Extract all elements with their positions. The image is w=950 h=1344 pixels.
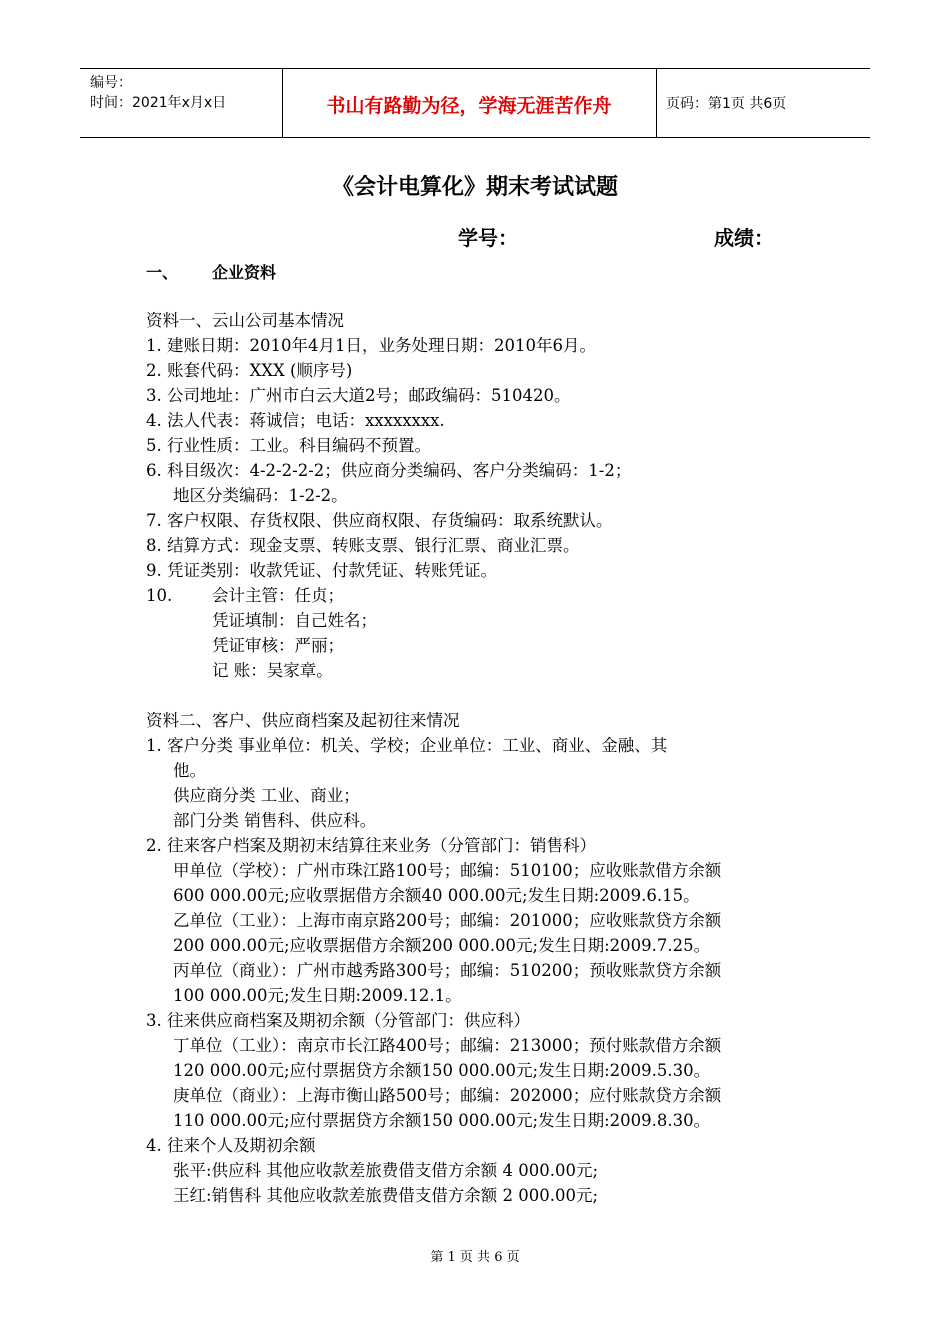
list-item: 8. 结算方式：现金支票、转账支票、银行汇票、商业汇票。 — [146, 536, 580, 555]
header-divider — [656, 69, 657, 137]
list-item-continuation: 110 000.00元;应付票据贷方余额150 000.00元;发生日期:2009.8.30。 — [173, 1111, 711, 1130]
list-item: 2. 账套代码：XXX (顺序号) — [146, 361, 353, 380]
page-header — [80, 68, 870, 138]
list-item: 凭证审核：严丽； — [212, 636, 344, 655]
list-item: 4. 法人代表：蒋诚信；电话：xxxxxxxx. — [146, 411, 445, 430]
list-item-continuation: 丙单位（商业）：广州市越秀路300号；邮编：510200；预收账款贷方余额 — [173, 961, 722, 980]
header-motto: 书山有路勤为径，学海无涯苦作舟 — [326, 95, 612, 117]
list-item-continuation: 供应商分类 工业、商业； — [173, 786, 360, 805]
time-label: 时间：2021年x月x日 — [90, 95, 227, 111]
header-page-info: 页码：第1页 共6页 — [666, 96, 787, 112]
list-item: 2. 往来客户档案及期初末结算往来业务（分管部门：销售科） — [146, 836, 596, 855]
list-item: 记 账：吴家章。 — [212, 661, 333, 680]
list-item: 7. 客户权限、存货权限、供应商权限、存货编码：取系统默认。 — [146, 511, 613, 530]
list-item-continuation: 张平:供应科 其他应收款差旅费借支借方余额 4 000.00元; — [173, 1161, 599, 1180]
list-item: 5. 行业性质：工业。科目编码不预置。 — [146, 436, 431, 455]
list-item-continuation: 乙单位（工业）：上海市南京路200号；邮编：201000；应收账款贷方余额 — [173, 911, 722, 930]
list-item-continuation: 他。 — [173, 761, 206, 780]
section-number: 一、 — [146, 263, 179, 282]
list-item-continuation: 庚单位（商业）：上海市衡山路500号；邮编：202000；应付账款贷方余额 — [173, 1086, 722, 1105]
list-item: 凭证填制：自己姓名； — [212, 611, 377, 630]
list-item: 3. 往来供应商档案及期初余额（分管部门：供应科） — [146, 1011, 530, 1030]
list-item: 3. 公司地址：广州市白云大道2号；邮政编码：510420。 — [146, 386, 571, 405]
document-title: 《会计电算化》期末考试试题 — [331, 175, 618, 200]
list-item: 6. 科目级次：4-2-2-2-2；供应商分类编码、客户分类编码：1-2； — [146, 461, 632, 480]
student-id-label: 学号： — [458, 226, 518, 250]
list-item-continuation: 丁单位（工业）：南京市长江路400号；邮编：213000；预付账款借方余额 — [173, 1036, 722, 1055]
paragraph-heading: 资料二、客户、供应商档案及起初往来情况 — [146, 711, 460, 730]
list-item: 4. 往来个人及期初余额 — [146, 1136, 316, 1155]
list-item: 会计主管：任贞； — [212, 586, 344, 605]
list-item-continuation: 120 000.00元;应付票据贷方余额150 000.00元;发生日期:2009.5.30。 — [173, 1061, 711, 1080]
list-item-continuation: 100 000.00元;发生日期:2009.12.1。 — [173, 986, 462, 1005]
list-item: 1. 建账日期：2010年4月1日，业务处理日期：2010年6月。 — [146, 336, 596, 355]
list-item: 9. 凭证类别：收款凭证、付款凭证、转账凭证。 — [146, 561, 497, 580]
list-item-continuation: 600 000.00元;应收票据借方余额40 000.00元;发生日期:2009.6.15。 — [173, 886, 700, 905]
list-item-continuation: 地区分类编码：1-2-2。 — [173, 486, 348, 505]
page-footer: 第 1 页 共 6 页 — [430, 1250, 520, 1265]
list-item-number: 10. — [146, 586, 173, 605]
score-label: 成绩： — [714, 226, 774, 250]
number-label: 编号： — [90, 75, 132, 91]
header-meta — [90, 73, 226, 113]
list-item-continuation: 200 000.00元;应收票据借方余额200 000.00元;发生日期:2009.7.25。 — [173, 936, 711, 955]
list-item: 1. 客户分类 事业单位：机关、学校；企业单位：工业、商业、金融、其 — [146, 736, 668, 755]
list-item-continuation: 部门分类 销售科、供应科。 — [173, 811, 377, 830]
list-item-continuation: 甲单位（学校）：广州市珠江路100号；邮编：510100；应收账款借方余额 — [173, 861, 722, 880]
section-title: 企业资料 — [212, 263, 277, 282]
list-item-continuation: 王红:销售科 其他应收款差旅费借支借方余额 2 000.00元; — [173, 1186, 599, 1205]
paragraph-heading: 资料一、云山公司基本情况 — [146, 311, 344, 330]
